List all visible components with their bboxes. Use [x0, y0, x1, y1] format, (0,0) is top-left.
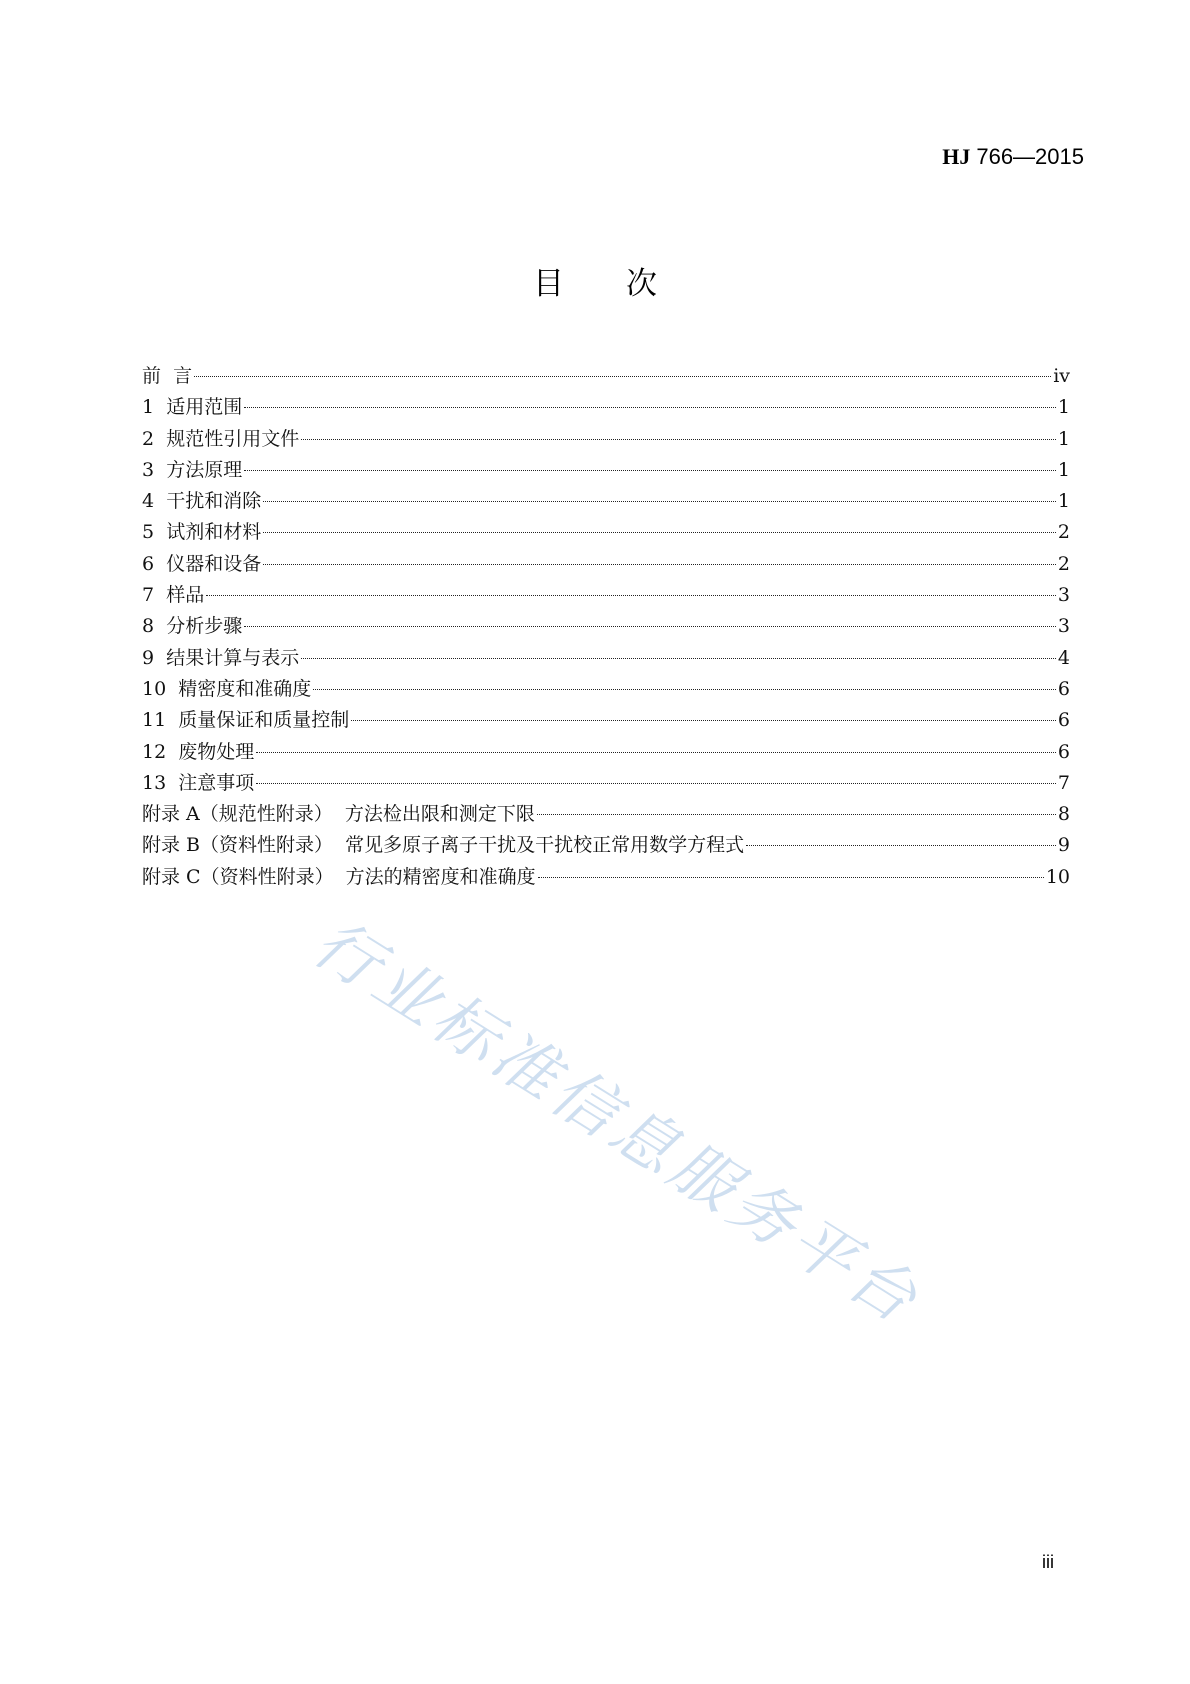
- standard-prefix: HJ: [942, 144, 971, 169]
- standard-code: 766—2015: [976, 144, 1084, 169]
- toc-entry-gap: [154, 615, 166, 637]
- toc-entry[interactable]: [142, 674, 1070, 705]
- toc-entry-gap: [166, 741, 178, 763]
- toc-entry[interactable]: [142, 392, 1070, 423]
- toc-entry-label: [142, 674, 311, 705]
- toc-entry-label: [142, 455, 242, 486]
- toc-entry-label: [142, 862, 536, 893]
- toc-entry-text: 常见多原子离子干扰及干扰校正常用数学方程式: [345, 834, 745, 857]
- toc-entry-number: 附录 B（资料性附录）: [142, 834, 334, 857]
- toc-entry[interactable]: [142, 455, 1070, 486]
- toc-entry-label: [142, 799, 535, 830]
- toc-entry-page: 1: [1057, 490, 1070, 513]
- toc-entry[interactable]: [142, 643, 1070, 674]
- toc-entry[interactable]: [142, 486, 1070, 517]
- toc-entry-text: 试剂和材料: [166, 521, 262, 544]
- toc-entry-leader: [263, 532, 1056, 533]
- toc-entry-text: 仪器和设备: [166, 552, 262, 575]
- toc-entry-leader: [244, 470, 1056, 471]
- toc-entry-leader: [256, 752, 1056, 753]
- toc-entry-page: iv: [1053, 365, 1070, 387]
- toc-entry-text: 干扰和消除: [166, 490, 262, 513]
- toc-entry-gap: [333, 803, 345, 825]
- toc-entry-label: [142, 486, 261, 517]
- toc-entry-number: 附录 A（规范性附录）: [142, 803, 333, 826]
- toc-entry-number: 13: [142, 771, 167, 794]
- toc-entry-leader: [313, 689, 1056, 690]
- toc-entry-number: 5: [142, 521, 155, 544]
- toc-entry-leader: [538, 877, 1044, 878]
- toc-entry-number: 前: [142, 365, 162, 387]
- toc-entry-gap: [154, 428, 166, 450]
- toc-entry-number: 3: [142, 458, 155, 481]
- toc-entry[interactable]: [142, 424, 1070, 455]
- toc-entry-text: 样品: [166, 584, 205, 607]
- toc-entry-gap: [154, 459, 166, 481]
- toc-entry-gap: [166, 678, 178, 700]
- toc-entry-page: 2: [1057, 521, 1070, 544]
- toc-entry[interactable]: [142, 768, 1070, 799]
- toc-entry-gap: [154, 490, 166, 512]
- toc-entry-text: 分析步骤: [166, 615, 243, 638]
- toc-entry-text: 方法检出限和测定下限: [344, 803, 535, 826]
- toc-entry-leader: [244, 407, 1056, 408]
- toc-entry-label: [142, 643, 299, 674]
- toc-entry-number: 7: [142, 584, 155, 607]
- toc-entry[interactable]: [142, 549, 1070, 580]
- toc-entry-number: 8: [142, 615, 155, 638]
- watermark: 行业标准信息服务平台: [300, 906, 934, 1340]
- toc-entry-page: 3: [1057, 584, 1070, 607]
- toc-entry-text: 方法原理: [166, 458, 243, 481]
- toc-entry-page: 1: [1057, 396, 1070, 419]
- toc-entry-label: [142, 392, 242, 423]
- standard-number: [942, 144, 1084, 170]
- toc-entry-page: 6: [1057, 740, 1070, 763]
- toc-entry-leader: [301, 439, 1056, 440]
- toc-entry[interactable]: [142, 862, 1070, 893]
- toc-entry[interactable]: [142, 737, 1070, 768]
- toc-entry-page: 1: [1057, 427, 1070, 450]
- toc-entry-text: 言: [173, 365, 193, 387]
- toc-entry-number: 11: [142, 709, 167, 732]
- toc-entry-page: 7: [1057, 771, 1070, 794]
- toc-entry-gap: [166, 772, 178, 794]
- toc-entry[interactable]: [142, 611, 1070, 642]
- toc-entry-gap: [161, 365, 173, 387]
- toc-entry-text: 方法的精密度和准确度: [345, 865, 536, 888]
- toc-entry-text: 结果计算与表示: [166, 646, 300, 669]
- toc-entry-page: 6: [1057, 709, 1070, 732]
- toc-entry-page: 10: [1045, 865, 1070, 888]
- toc-entry-number: 9: [142, 646, 155, 669]
- toc-entry-leader: [256, 783, 1056, 784]
- toc-entry-label: [142, 768, 254, 799]
- toc-entry-number: 附录 C（资料性附录）: [142, 865, 334, 888]
- toc-entry-gap: [154, 584, 166, 606]
- toc-entry[interactable]: [142, 361, 1070, 392]
- toc-entry-leader: [263, 501, 1056, 502]
- toc-entry-number: 4: [142, 490, 155, 513]
- toc-entry-gap: [154, 553, 166, 575]
- toc-entry-text: 规范性引用文件: [166, 427, 300, 450]
- toc-entry-gap: [334, 866, 346, 888]
- toc-entry-label: [142, 580, 204, 611]
- toc-entry-text: 废物处理: [178, 740, 255, 763]
- toc-entry-leader: [206, 595, 1056, 596]
- toc-entry-number: 10: [142, 677, 167, 700]
- toc-entry[interactable]: [142, 705, 1070, 736]
- toc-entry-label: [142, 611, 242, 642]
- toc-entry-leader: [194, 376, 1051, 377]
- toc-entry-label: [142, 517, 261, 548]
- toc-entry-number: 6: [142, 552, 155, 575]
- toc-entry-page: 9: [1057, 834, 1070, 857]
- toc-entry-leader: [351, 720, 1056, 721]
- toc-entry[interactable]: [142, 517, 1070, 548]
- toc-entry-page: 6: [1057, 677, 1070, 700]
- toc-entry-page: 1: [1057, 458, 1070, 481]
- toc-entry-number: 1: [142, 396, 155, 419]
- toc-entry-leader: [746, 845, 1056, 846]
- toc-entry-text: 注意事项: [178, 771, 255, 794]
- toc-entry-label: [142, 549, 261, 580]
- toc-entry-leader: [263, 564, 1056, 565]
- toc-entry-leader: [244, 626, 1056, 627]
- toc-entry-gap: [333, 834, 345, 856]
- toc-entry[interactable]: [142, 580, 1070, 611]
- toc-entry-page: 3: [1057, 615, 1070, 638]
- toc-entry-page: 8: [1057, 803, 1070, 826]
- toc-entry-gap: [166, 709, 178, 731]
- toc-entry[interactable]: [142, 799, 1070, 830]
- toc-entry-number: 2: [142, 427, 155, 450]
- toc-entry-gap: [154, 647, 166, 669]
- toc-entry-leader: [301, 658, 1056, 659]
- toc-entry-number: 12: [142, 740, 167, 763]
- page-number: iii: [1042, 1552, 1054, 1572]
- toc-entry-leader: [537, 814, 1056, 815]
- toc-entry-page: 2: [1057, 552, 1070, 575]
- toc-entry-label: [142, 737, 254, 768]
- toc-entry-label: [142, 705, 349, 736]
- table-of-contents: [142, 361, 1070, 893]
- toc-entry-page: 4: [1057, 646, 1070, 669]
- toc-entry-text: 适用范围: [166, 396, 243, 419]
- toc-entry-gap: [154, 521, 166, 543]
- page-title: 目次: [533, 266, 719, 302]
- toc-entry-label: [142, 361, 192, 392]
- toc-entry-label: [142, 830, 744, 861]
- toc-entry[interactable]: [142, 830, 1070, 861]
- toc-entry-text: 质量保证和质量控制: [178, 709, 350, 732]
- toc-entry-gap: [154, 396, 166, 418]
- toc-entry-text: 精密度和准确度: [178, 677, 312, 700]
- toc-entry-label: [142, 424, 299, 455]
